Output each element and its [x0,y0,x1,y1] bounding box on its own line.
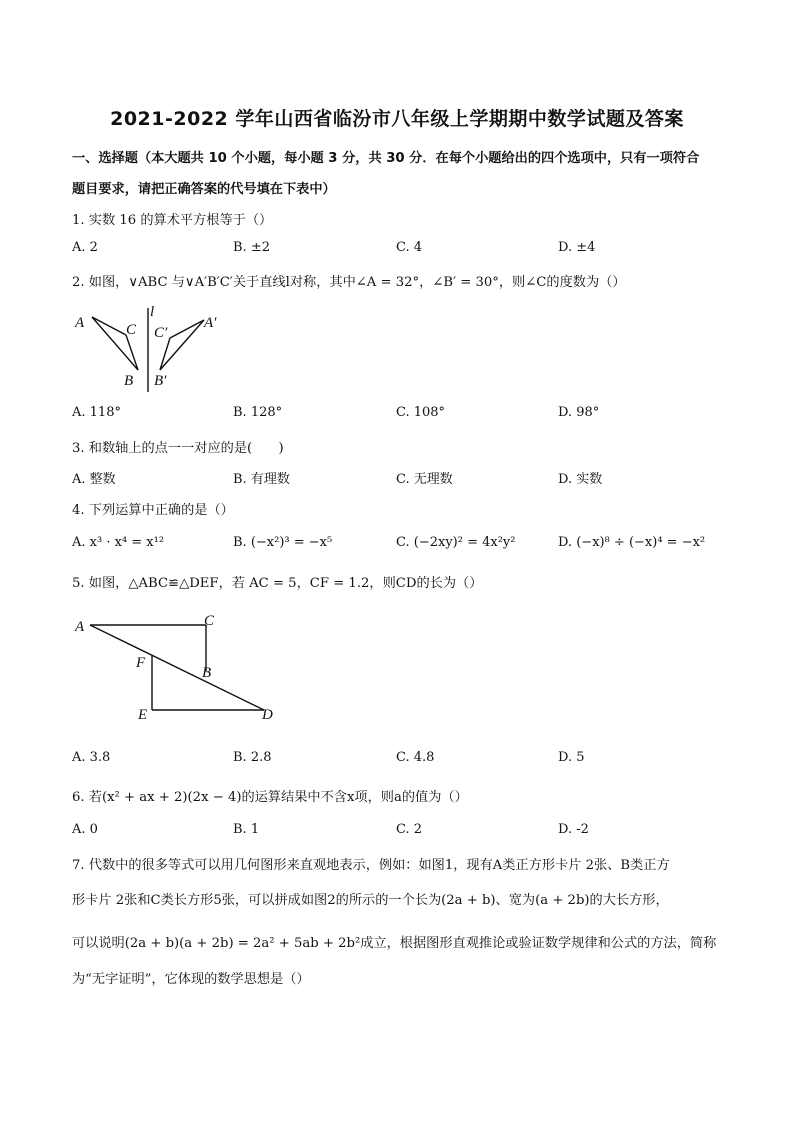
q7-line2: 形卡片 2张和C类长方形5张，可以拼成如图2的所示的一个长为(2a + b)、宽为(a + 2b)的大长方形， [72,893,669,908]
q2-figure-symmetric-triangles [70,300,230,395]
q5-label-a: A [75,619,85,635]
q5-option-c: C. 4.8 [396,750,435,765]
section-instructions-line2: 题目要求，请把正确答案的代号填在下表中） [72,182,336,197]
q2-side-ac [92,317,126,335]
q1-option-a: A. 2 [72,240,98,255]
q4-stem: 4. 下列运算中正确的是（） [72,503,234,518]
q7-line4: 为“无字证明”，它体现的数学思想是（） [72,972,310,987]
q5-label-e: E [138,707,148,723]
q2-option-a: A. 118° [72,405,121,420]
q5-option-a: A. 3.8 [72,750,111,765]
q1-option-c: C. 4 [396,240,423,255]
q2-option-d: D. 98° [558,405,600,420]
q1-stem: 1. 实数 16 的算术平方根等于（） [72,213,273,228]
q5-label-d: D [262,707,273,723]
q7-line1: 7. 代数中的很多等式可以用几何图形来直观地表示，例如：如图1，现有A类正方形卡片 2张、B类正方 [72,858,670,873]
q4-option-a: A. x³ · x⁴ = x¹² [72,535,165,550]
page-title: 2021-2022 学年山西省临汾市八年级上学期期中数学试题及答案 [110,108,684,130]
q6-option-a: A. 0 [72,822,98,837]
q2-side-a2c2 [170,320,204,338]
q5-option-d: D. 5 [558,750,585,765]
q1-option-b: B. ±2 [233,240,270,255]
q2-label-l: l [150,304,155,320]
q6-option-c: C. 2 [396,822,423,837]
q6-stem: 6. 若(x² + ax + 2)(2x − 4)的运算结果中不含x项，则a的值为（） [72,790,468,805]
q3-option-d: D. 实数 [558,472,603,487]
q4-option-c: C. (−2xy)² = 4x²y² [396,535,516,550]
q3-option-b: B. 有理数 [233,472,290,487]
q6-option-b: B. 1 [233,822,260,837]
q5-option-b: B. 2.8 [233,750,272,765]
q2-stem: 2. 如图，∨ABC 与∨A′B′C′关于直线l对称，其中∠A = 32°，∠B′ = 30°，则∠C的度数为（） [72,275,626,290]
q1-option-d: D. ±4 [558,240,596,255]
q2-option-b: B. 128° [233,405,283,420]
section-instructions-line1: 一、选择题（本大题共 10 个小题，每小题 3 分，共 30 分．在每个小题给出的四个选项中，只有一项符合 [72,151,700,166]
q6-option-d: D. -2 [558,822,589,837]
q2-option-c: C. 108° [396,405,446,420]
q2-label-b: B [124,373,134,389]
q5-label-b: B [202,665,212,681]
q2-label-b-prime: B′ [154,373,167,389]
q2-label-c-prime: C′ [154,325,168,341]
q2-label-a: A [75,315,85,331]
q5-label-f: F [136,655,146,671]
q3-stem: 3. 和数轴上的点一一对应的是( ) [72,441,284,456]
q4-option-d: D. (−x)⁸ ÷ (−x)⁴ = −x² [558,535,706,550]
q2-label-a-prime: A′ [204,315,217,331]
q5-stem: 5. 如图，△ABC≌△DEF，若 AC = 5，CF = 1.2，则CD的长为（） [72,576,483,591]
q7-line3: 可以说明(2a + b)(a + 2b) = 2a² + 5ab + 2b²成立，根据图形直观推论或验证数学规律和公式的方法，简称 [72,936,717,951]
q3-option-a: A. 整数 [72,472,116,487]
q5-label-c: C [204,613,215,629]
q2-label-c: C [126,322,137,338]
q5-figure-congruent-triangles [70,605,290,725]
q5-segment-ad [90,625,264,710]
q4-option-b: B. (−x²)³ = −x⁵ [233,535,333,550]
q3-option-c: C. 无理数 [396,472,453,487]
